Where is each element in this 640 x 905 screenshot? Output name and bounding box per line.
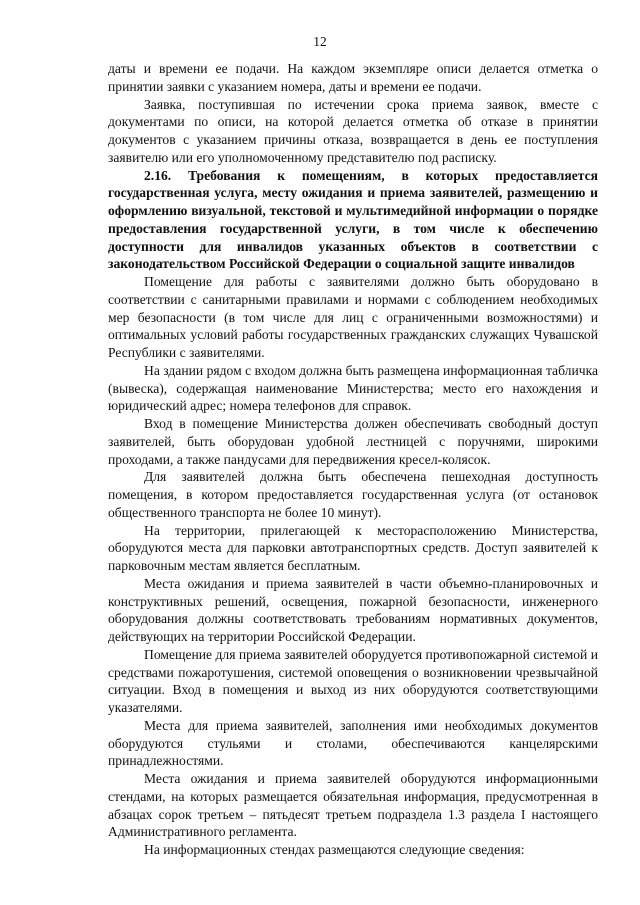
paragraph-continuation: даты и времени ее подачи. На каждом экземпляре описи делается отметка о принятии заявки с указанием номера, даты и времени ее подачи. bbox=[108, 61, 598, 94]
section-heading-2-16: 2.16. Требования к помещениям, в которых предоставляется государственная услуга, месту ожидания и приема заявителей, размещению и оформлению визуальной, текстовой и мультимедийной информации о порядке предоставления государственной услуги, в том числе к обеспечению доступности для инвалидов указанных объектов в соответствии с законодательством Российской Федерации о социальной защите инвалидов bbox=[108, 167, 598, 272]
paragraph-premises-equipment: Помещение для работы с заявителями должно быть оборудовано в соответствии с санитарными правилами и нормами с соблюдением необходимых мер безопасности (в том числе для лиц с ограниченными возможностями) и оптимальных условий работы государственных гражданских служащих Чувашской Республики с заявителями. bbox=[108, 274, 598, 360]
paragraph-fire-safety: Помещение для приема заявителей оборудуется противопожарной системой и средствами пожаротушения, системой оповещения о возникновении чрезвычайной ситуации. Вход в помещения и выход из них оборудуются соответствующими указателями. bbox=[108, 646, 598, 715]
paragraph-pedestrian-access: Для заявителей должна быть обеспечена пешеходная доступность помещения, в котором предоставляется государственная услуга (от остановок общественного транспорта не более 10 минут). bbox=[108, 469, 598, 520]
paragraph-stand-contents: На информационных стендах размещаются следующие сведения: bbox=[144, 842, 525, 857]
paragraph-entrance-access: Вход в помещение Министерства должен обеспечивать свободный доступ заявителей, быть оборудован удобной лестницей с поручнями, широкими проходами, а также пандусами для передвижения кресел-колясок. bbox=[108, 416, 598, 467]
document-body bbox=[108, 60, 598, 859]
paragraph-parking: На территории, прилегающей к месторасположению Министерства, оборудуются места для парковки автотранспортных средств. Доступ заявителей к парковочным местам является бесплатным. bbox=[108, 522, 598, 573]
paragraph-waiting-areas: Места ожидания и приема заявителей в части объемно-планировочных и конструктивных решений, освещения, пожарной безопасности, инженерного оборудования должны соответствовать требованиям нормативных документов, действующих на территории Российской Федерации. bbox=[108, 575, 598, 644]
page-number: 12 bbox=[313, 34, 327, 49]
paragraph-information-stands: Места ожидания и приема заявителей оборудуются информационными стендами, на которых размещается обязательная информация, предусмотренная в абзацах сорок третьем – пятьдесят третьем подраздела 1.3 раздела I настоящего Административного регламента. bbox=[108, 771, 598, 840]
paragraph-furniture: Места для приема заявителей, заполнения ими необходимых документов оборудуются стульями и столами, обеспечиваются канцелярскими принадлежностями. bbox=[108, 717, 598, 769]
paragraph-information-sign: На здании рядом с входом должна быть размещена информационная табличка (вывеска), содержащая наименование Министерства; место его нахождения и юридический адрес; номера телефонов для справок. bbox=[108, 362, 598, 414]
paragraph-late-application: Заявка, поступившая по истечении срока приема заявок, вместе с документами по описи, на которой делается отметка об отказе в принятии документов с указанием причины отказа, возвращается в день ее поступления заявителю или его уполномоченному представителю под расписку. bbox=[108, 96, 598, 165]
